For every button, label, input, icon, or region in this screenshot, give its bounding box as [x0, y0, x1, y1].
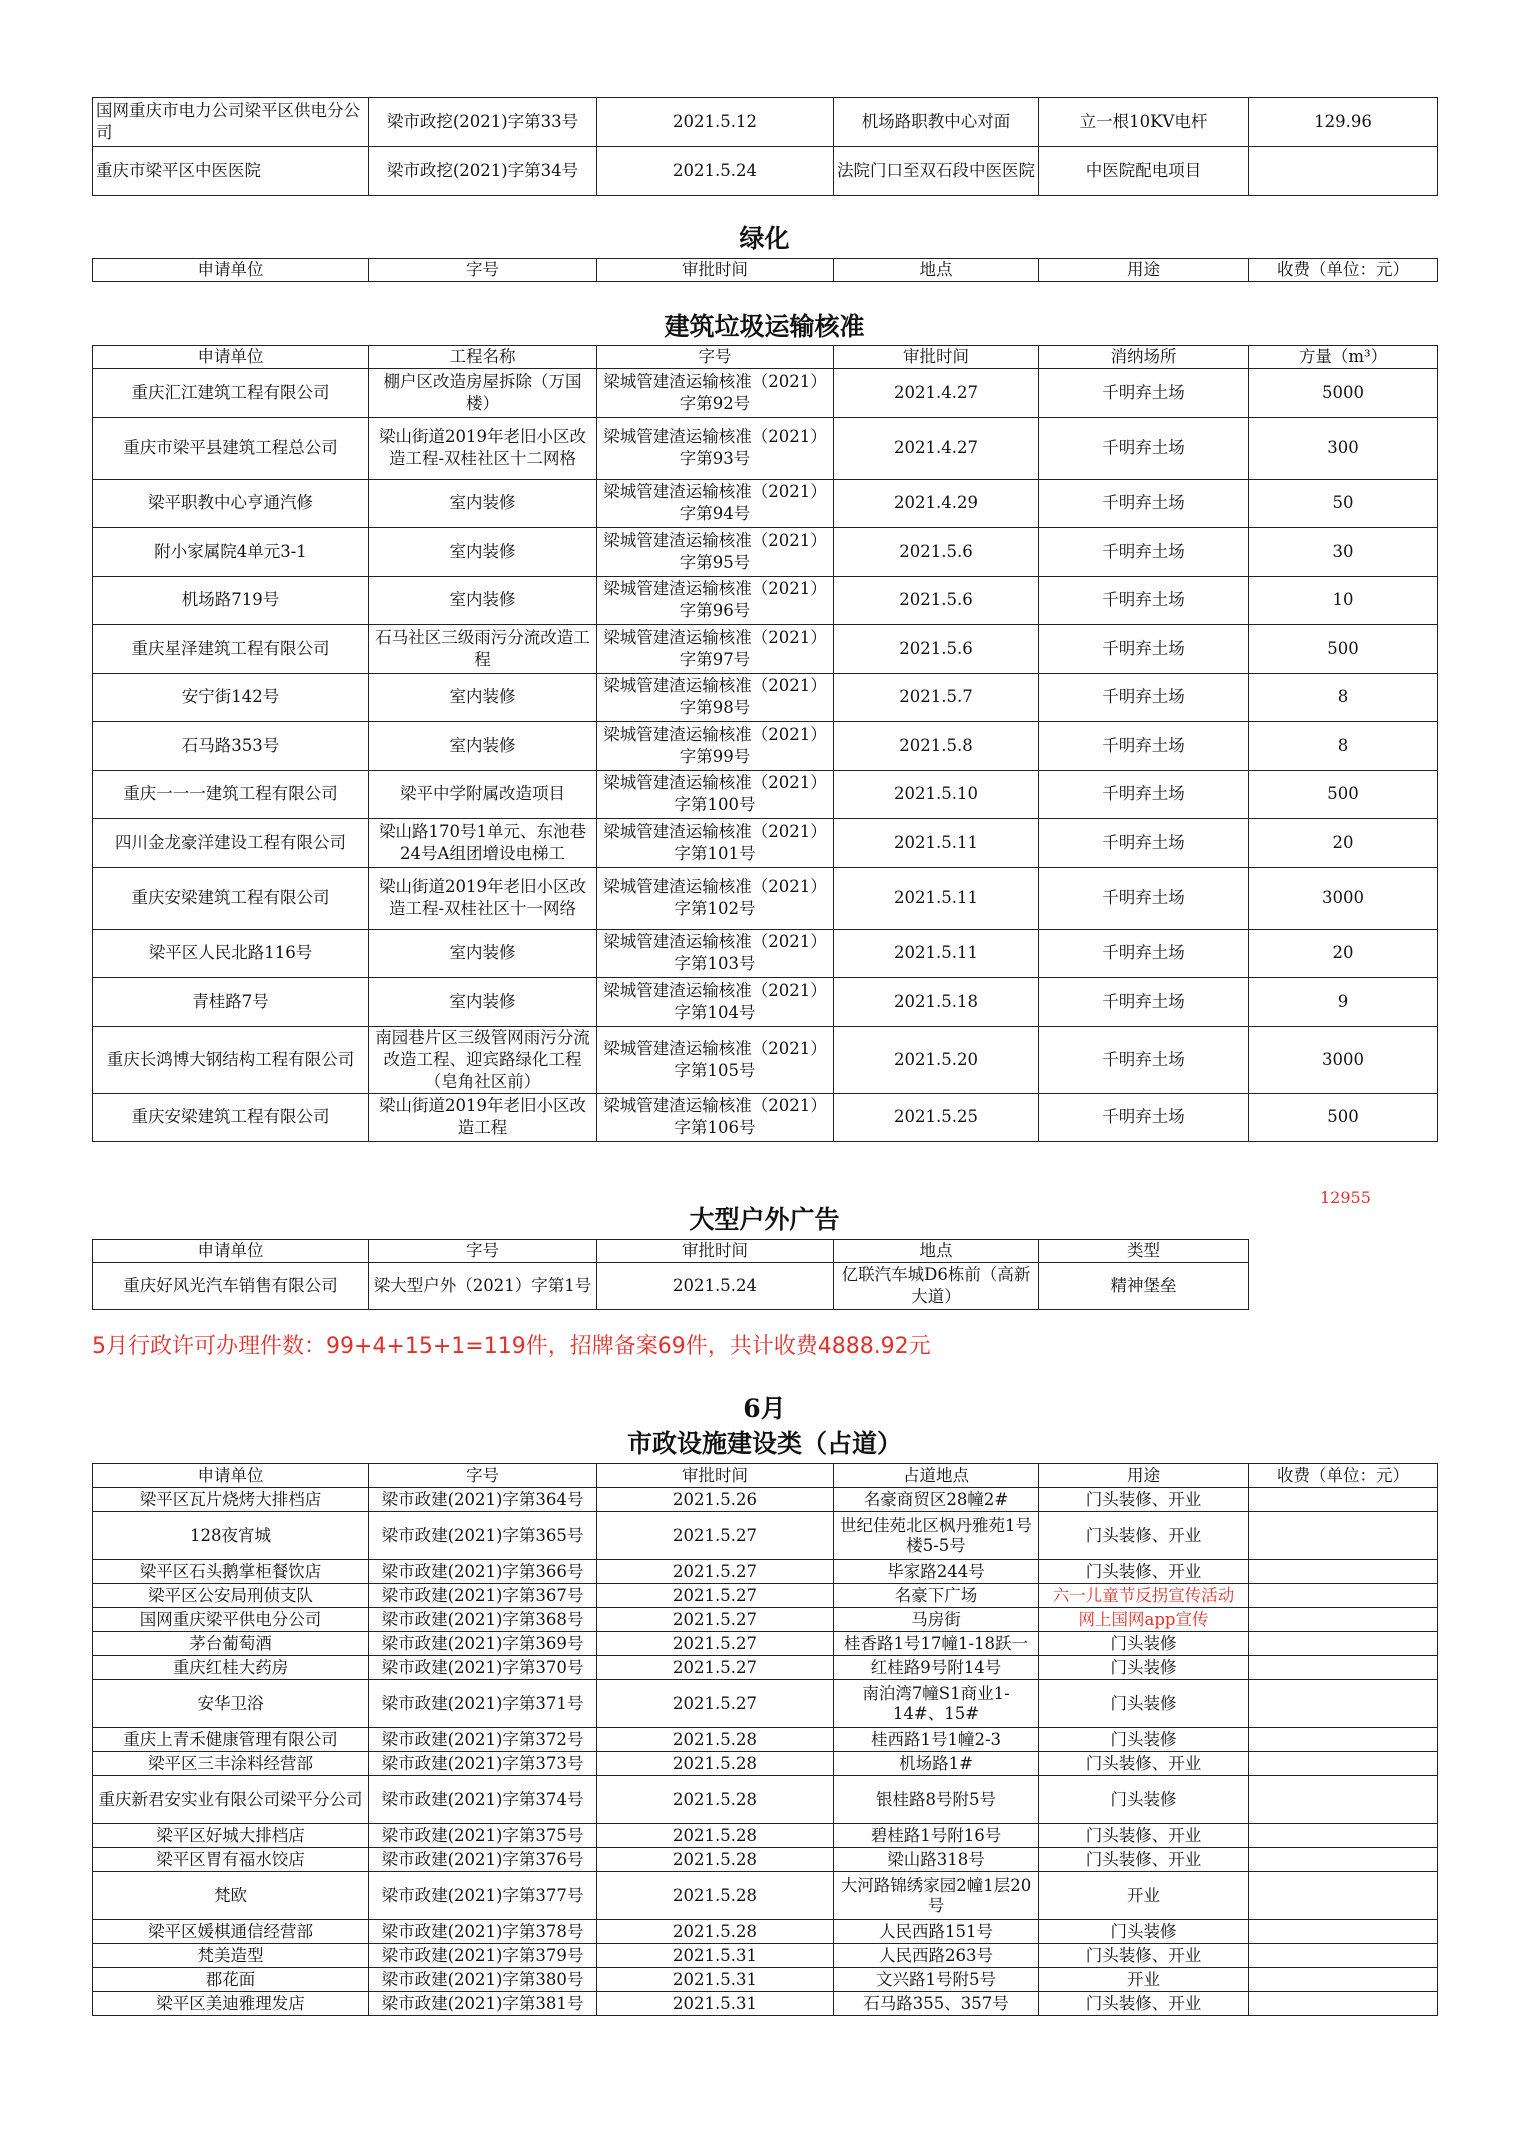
cell-use: 门头装修: [1039, 1776, 1249, 1824]
cell-unit: 梁平区人民北路116号: [93, 929, 369, 978]
cell-fee: [1249, 1920, 1438, 1944]
column-header: 收费（单位：元）: [1249, 1464, 1438, 1488]
cell-fee: [1249, 1776, 1438, 1824]
cell-unit: 梁平区三丰涂料经营部: [93, 1752, 369, 1776]
cell-use: 门头装修、开业: [1039, 1824, 1249, 1848]
cell-place: 名豪下广场: [834, 1584, 1039, 1608]
cell-unit: 梁平区媛棋通信经营部: [93, 1920, 369, 1944]
cell-date: 2021.5.27: [597, 1512, 834, 1560]
cell-fee: [1249, 1656, 1438, 1680]
cell-no: 梁市政建(2021)字第365号: [369, 1512, 597, 1560]
column-header: 字号: [597, 346, 834, 369]
cell-fee: [1249, 1944, 1438, 1968]
occupation-table: [92, 1463, 1438, 2016]
cell-no: 梁城管建渣运输核准（2021）字第99号: [597, 722, 834, 771]
cell-unit: 128夜宵城: [93, 1512, 369, 1560]
cell-no: 梁市政建(2021)字第376号: [369, 1848, 597, 1872]
column-header: 申请单位: [93, 346, 369, 369]
table-row: [93, 867, 1438, 929]
cell-date: 2021.5.27: [597, 1680, 834, 1728]
cell-no: 梁城管建渣运输核准（2021）字第102号: [597, 867, 834, 929]
cell-project: 室内装修: [369, 528, 597, 577]
cell-use: 开业: [1039, 1968, 1249, 1992]
month-title: 6月: [743, 1394, 786, 1423]
table-row: [93, 1968, 1438, 1992]
cell-date: 2021.5.28: [597, 1872, 834, 1920]
column-header: 类型: [1039, 1240, 1249, 1263]
cell-site: 千明弃土场: [1039, 479, 1249, 528]
column-header: 申请单位: [93, 1464, 369, 1488]
cell-amount: 3000: [1249, 1026, 1438, 1093]
cell-use: 门头装修: [1039, 1920, 1249, 1944]
table-row: [93, 1560, 1438, 1584]
cell-date: 2021.5.18: [834, 978, 1039, 1027]
table-row: [93, 576, 1438, 625]
greening-table: [92, 258, 1438, 282]
cell-project: 室内装修: [369, 929, 597, 978]
column-header: 收费（单位：元）: [1249, 259, 1438, 282]
cell-unit: 重庆安梁建筑工程有限公司: [93, 867, 369, 929]
cell-no: 梁市政建(2021)字第364号: [369, 1488, 597, 1512]
cell-date: 2021.5.27: [597, 1584, 834, 1608]
cell-site: 千明弃土场: [1039, 722, 1249, 771]
cell-fee: [1249, 1608, 1438, 1632]
cell-use: 门头装修: [1039, 1632, 1249, 1656]
cell-fee: [1249, 147, 1438, 196]
cell-use: 门头装修、开业: [1039, 1944, 1249, 1968]
cell-site: 千明弃土场: [1039, 369, 1249, 418]
cell-no: 梁市政挖(2021)字第34号: [369, 147, 597, 196]
cell-place: 名豪商贸区28幢2#: [834, 1488, 1039, 1512]
cell-place: 毕家路244号: [834, 1560, 1039, 1584]
cell-unit: 重庆长鸿博大钢结构工程有限公司: [93, 1026, 369, 1093]
cell-place: 机场路1#: [834, 1752, 1039, 1776]
table-row: [93, 722, 1438, 771]
table-row: [93, 1848, 1438, 1872]
table-row: [93, 1992, 1438, 2016]
cell-no: 梁市政建(2021)字第368号: [369, 1608, 597, 1632]
cell-place: 大河路锦绣家园2幢1层20号: [834, 1872, 1039, 1920]
cell-project: 梁山街道2019年老旧小区改造工程: [369, 1093, 597, 1142]
cell-no: 梁城管建渣运输核准（2021）字第92号: [597, 369, 834, 418]
cell-date: 2021.5.11: [834, 819, 1039, 868]
cell-date: 2021.5.7: [834, 673, 1039, 722]
cell-use: 门头装修、开业: [1039, 1488, 1249, 1512]
cell-no: 梁城管建渣运输核准（2021）字第100号: [597, 770, 834, 819]
cell-use: 开业: [1039, 1872, 1249, 1920]
cell-unit: 重庆新君安实业有限公司梁平分公司: [93, 1776, 369, 1824]
table-row: [93, 1608, 1438, 1632]
cell-date: 2021.5.8: [834, 722, 1039, 771]
cell-unit: 国网重庆市电力公司梁平区供电分公司: [93, 98, 369, 147]
table-row: [93, 1920, 1438, 1944]
column-header: 地点: [834, 1240, 1039, 1263]
cell-no: 梁市政挖(2021)字第33号: [369, 98, 597, 147]
cell-use: 门头装修: [1039, 1680, 1249, 1728]
cell-use: 门头装修、开业: [1039, 1848, 1249, 1872]
cell-no: 梁市政建(2021)字第371号: [369, 1680, 597, 1728]
table-row: [93, 1584, 1438, 1608]
cell-fee: [1249, 1824, 1438, 1848]
column-header: 消纳场所: [1039, 346, 1249, 369]
section-title-occupation: 市政设施建设类（占道）: [626, 1429, 902, 1458]
table-row: [93, 1752, 1438, 1776]
cell-fee: [1249, 1680, 1438, 1728]
cell-date: 2021.5.28: [597, 1728, 834, 1752]
cell-date: 2021.5.24: [597, 147, 834, 196]
cell-date: 2021.5.31: [597, 1968, 834, 1992]
cell-no: 梁市政建(2021)字第374号: [369, 1776, 597, 1824]
table-row: [93, 417, 1438, 479]
cell-use: 立一根10KV电杆: [1039, 98, 1249, 147]
cell-place: 马房街: [834, 1608, 1039, 1632]
cell-no: 梁城管建渣运输核准（2021）字第104号: [597, 978, 834, 1027]
cell-site: 千明弃土场: [1039, 770, 1249, 819]
cell-unit: 梁平区美迪雅理发店: [93, 1992, 369, 2016]
column-header: 地点: [834, 259, 1039, 282]
cell-amount: 8: [1249, 673, 1438, 722]
section-title-garbage: 建筑垃圾运输核准: [664, 312, 865, 341]
cell-date: 2021.4.29: [834, 479, 1039, 528]
column-header: 审批时间: [597, 1240, 834, 1263]
cell-project: 南园巷片区三级管网雨污分流改造工程、迎宾路绿化工程（皂角社区前）: [369, 1026, 597, 1093]
cell-unit: 重庆市梁平县建筑工程总公司: [93, 417, 369, 479]
cell-date: 2021.5.11: [834, 867, 1039, 929]
cell-no: 梁城管建渣运输核准（2021）字第105号: [597, 1026, 834, 1093]
cell-fee: [1249, 1992, 1438, 2016]
cell-project: 梁山路170号1单元、东池巷24号A组团增设电梯工: [369, 819, 597, 868]
cell-unit: 安华卫浴: [93, 1680, 369, 1728]
column-header: 审批时间: [597, 1464, 834, 1488]
cell-place: 亿联汽车城D6栋前（高新大道）: [834, 1263, 1039, 1310]
table-row: [93, 1776, 1438, 1824]
cell-no: 梁城管建渣运输核准（2021）字第97号: [597, 625, 834, 674]
cell-amount: 20: [1249, 929, 1438, 978]
cell-no: 梁城管建渣运输核准（2021）字第93号: [597, 417, 834, 479]
cell-unit: 梁平职教中心亨通汽修: [93, 479, 369, 528]
table-row: [93, 673, 1438, 722]
cell-amount: 300: [1249, 417, 1438, 479]
column-header: 申请单位: [93, 259, 369, 282]
table-row: [93, 479, 1438, 528]
cell-no: 梁市政建(2021)字第370号: [369, 1656, 597, 1680]
table-row: [93, 1488, 1438, 1512]
table-row: [93, 1632, 1438, 1656]
cell-no: 梁城管建渣运输核准（2021）字第98号: [597, 673, 834, 722]
cell-unit: 石马路353号: [93, 722, 369, 771]
header-row: [93, 1464, 1438, 1488]
cell-unit: 重庆上青禾健康管理有限公司: [93, 1728, 369, 1752]
table-row: [93, 1824, 1438, 1848]
table-row: [93, 1026, 1438, 1093]
cell-unit: 茅台葡萄酒: [93, 1632, 369, 1656]
cell-project: 室内装修: [369, 673, 597, 722]
column-header: 占道地点: [834, 1464, 1039, 1488]
cell-date: 2021.5.28: [597, 1752, 834, 1776]
cell-date: 2021.5.27: [597, 1632, 834, 1656]
header-row: [93, 1240, 1249, 1263]
cell-use: 门头装修: [1039, 1728, 1249, 1752]
cell-date: 2021.5.28: [597, 1848, 834, 1872]
cell-fee: [1249, 1848, 1438, 1872]
table-row: [93, 625, 1438, 674]
cell-amount: 500: [1249, 770, 1438, 819]
cell-date: 2021.5.12: [597, 98, 834, 147]
cell-fee: [1249, 1728, 1438, 1752]
cell-place: 银桂路8号附5号: [834, 1776, 1039, 1824]
cell-project: 室内装修: [369, 722, 597, 771]
cell-site: 千明弃土场: [1039, 978, 1249, 1027]
cell-unit: 青桂路7号: [93, 978, 369, 1027]
cell-date: 2021.5.27: [597, 1608, 834, 1632]
column-header: 审批时间: [834, 346, 1039, 369]
cell-place: 人民西路151号: [834, 1920, 1039, 1944]
ads-table: [92, 1239, 1249, 1310]
cell-date: 2021.5.26: [597, 1488, 834, 1512]
cell-site: 千明弃土场: [1039, 417, 1249, 479]
cell-unit: 梁平区公安局刑侦支队: [93, 1584, 369, 1608]
cell-amount: 9: [1249, 978, 1438, 1027]
column-header: 方量（m³）: [1249, 346, 1438, 369]
cell-unit: 重庆红桂大药房: [93, 1656, 369, 1680]
cell-fee: [1249, 1584, 1438, 1608]
column-header: 用途: [1039, 1464, 1249, 1488]
cell-date: 2021.5.28: [597, 1920, 834, 1944]
garbage-table: [92, 345, 1438, 1142]
cell-no: 梁城管建渣运输核准（2021）字第96号: [597, 576, 834, 625]
cell-no: 梁城管建渣运输核准（2021）字第101号: [597, 819, 834, 868]
cell-site: 千明弃土场: [1039, 528, 1249, 577]
cell-site: 千明弃土场: [1039, 1026, 1249, 1093]
cell-no: 梁市政建(2021)字第381号: [369, 1992, 597, 2016]
cell-unit: 重庆一一一建筑工程有限公司: [93, 770, 369, 819]
cell-no: 梁市政建(2021)字第372号: [369, 1728, 597, 1752]
cell-site: 千明弃土场: [1039, 1093, 1249, 1142]
cell-fee: [1249, 1512, 1438, 1560]
cell-unit: 重庆好风光汽车销售有限公司: [93, 1263, 369, 1310]
cell-amount: 8: [1249, 722, 1438, 771]
table-row: [93, 1728, 1438, 1752]
cell-use: 门头装修、开业: [1039, 1560, 1249, 1584]
cell-use: 六一儿童节反拐宣传活动: [1039, 1584, 1249, 1608]
cell-use: 门头装修、开业: [1039, 1992, 1249, 2016]
cell-no: 梁市政建(2021)字第378号: [369, 1920, 597, 1944]
table-row: [93, 369, 1438, 418]
cell-place: 碧桂路1号附16号: [834, 1824, 1039, 1848]
table-row: [93, 1512, 1438, 1560]
cell-unit: 四川金龙豪洋建设工程有限公司: [93, 819, 369, 868]
cell-unit: 机场路719号: [93, 576, 369, 625]
cell-amount: 5000: [1249, 369, 1438, 418]
cell-date: 2021.5.6: [834, 625, 1039, 674]
column-header: 字号: [369, 259, 597, 282]
cell-use: 门头装修、开业: [1039, 1752, 1249, 1776]
cell-no: 梁城管建渣运输核准（2021）字第94号: [597, 479, 834, 528]
table-row: [93, 929, 1438, 978]
cell-unit: 郡花面: [93, 1968, 369, 1992]
cell-fee: [1249, 1488, 1438, 1512]
cell-unit: 重庆市梁平区中医医院: [93, 147, 369, 196]
table-row: [93, 1656, 1438, 1680]
cell-fee: [1249, 1632, 1438, 1656]
cell-unit: 梵美造型: [93, 1944, 369, 1968]
table-row: [93, 1872, 1438, 1920]
cell-no: 梁市政建(2021)字第380号: [369, 1968, 597, 1992]
cell-place: 机场路职教中心对面: [834, 98, 1039, 147]
cell-no: 梁市政建(2021)字第369号: [369, 1632, 597, 1656]
cell-place: 南泊湾7幢S1商业1-14#、15#: [834, 1680, 1039, 1728]
cell-amount: 20: [1249, 819, 1438, 868]
cell-date: 2021.5.10: [834, 770, 1039, 819]
column-header: 申请单位: [93, 1240, 369, 1263]
table-row: [93, 770, 1438, 819]
cell-amount: 10: [1249, 576, 1438, 625]
cell-no: 梁城管建渣运输核准（2021）字第95号: [597, 528, 834, 577]
cell-date: 2021.5.27: [597, 1656, 834, 1680]
cell-amount: 500: [1249, 1093, 1438, 1142]
cell-date: 2021.4.27: [834, 369, 1039, 418]
cell-site: 千明弃土场: [1039, 867, 1249, 929]
cell-project: 梁山街道2019年老旧小区改造工程-双桂社区十一网络: [369, 867, 597, 929]
cell-place: 红桂路9号附14号: [834, 1656, 1039, 1680]
cell-site: 千明弃土场: [1039, 929, 1249, 978]
cell-place: 法院门口至双石段中医医院: [834, 147, 1039, 196]
column-header: 用途: [1039, 259, 1249, 282]
table-row: [93, 1944, 1438, 1968]
header-row: [93, 259, 1438, 282]
cell-date: 2021.5.24: [597, 1263, 834, 1310]
cell-place: 文兴路1号附5号: [834, 1968, 1039, 1992]
cell-place: 世纪佳苑北区枫丹雅苑1号楼5-5号: [834, 1512, 1039, 1560]
cell-unit: 梵欧: [93, 1872, 369, 1920]
column-header: 字号: [369, 1464, 597, 1488]
cell-unit: 梁平区石头鹅掌柜餐饮店: [93, 1560, 369, 1584]
cell-project: 石马社区三级雨污分流改造工程: [369, 625, 597, 674]
cell-site: 千明弃土场: [1039, 673, 1249, 722]
cell-project: 棚户区改造房屋拆除（万国楼）: [369, 369, 597, 418]
cell-unit: 重庆星泽建筑工程有限公司: [93, 625, 369, 674]
cell-project: 梁山街道2019年老旧小区改造工程-双桂社区十二网格: [369, 417, 597, 479]
cell-date: 2021.5.20: [834, 1026, 1039, 1093]
cell-no: 梁大型户外（2021）字第1号: [369, 1263, 597, 1310]
cell-unit: 国网重庆梁平供电分公司: [93, 1608, 369, 1632]
cell-no: 梁市政建(2021)字第375号: [369, 1824, 597, 1848]
cell-unit: 梁平区胃有福水饺店: [93, 1848, 369, 1872]
cell-site: 千明弃土场: [1039, 819, 1249, 868]
cell-fee: 129.96: [1249, 98, 1438, 147]
cell-amount: 500: [1249, 625, 1438, 674]
cell-no: 梁市政建(2021)字第373号: [369, 1752, 597, 1776]
cell-use: 网上国网app宣传: [1039, 1608, 1249, 1632]
cell-type: 精神堡垒: [1039, 1263, 1249, 1310]
cell-date: 2021.5.27: [597, 1560, 834, 1584]
cell-date: 2021.5.11: [834, 929, 1039, 978]
column-header: 审批时间: [597, 259, 834, 282]
cell-fee: [1249, 1752, 1438, 1776]
cell-place: 桂香路1号17幢1-18跃一: [834, 1632, 1039, 1656]
cell-no: 梁市政建(2021)字第379号: [369, 1944, 597, 1968]
cell-amount: 50: [1249, 479, 1438, 528]
cell-unit: 重庆安梁建筑工程有限公司: [93, 1093, 369, 1142]
cell-date: 2021.5.31: [597, 1944, 834, 1968]
cell-unit: 安宁街142号: [93, 673, 369, 722]
cell-amount: 3000: [1249, 867, 1438, 929]
cell-unit: 梁平区好城大排档店: [93, 1824, 369, 1848]
section-title-greening: 绿化: [739, 224, 790, 253]
cell-no: 梁市政建(2021)字第366号: [369, 1560, 597, 1584]
table-row: [93, 819, 1438, 868]
cell-use: 中医院配电项目: [1039, 147, 1249, 196]
cell-no: 梁城管建渣运输核准（2021）字第106号: [597, 1093, 834, 1142]
cell-unit: 附小家属院4单元3-1: [93, 528, 369, 577]
table-row: [93, 978, 1438, 1027]
cell-place: 石马路355、357号: [834, 1992, 1039, 2016]
cell-place: 桂西路1号1幢2-3: [834, 1728, 1039, 1752]
cell-project: 室内装修: [369, 576, 597, 625]
cell-date: 2021.5.6: [834, 528, 1039, 577]
table-row: [93, 528, 1438, 577]
monthly-summary-note: 5月行政许可办理件数：99+4+15+1=119件，招牌备案69件，共计收费4888.92元: [92, 1334, 931, 1359]
cell-date: 2021.5.28: [597, 1776, 834, 1824]
cell-date: 2021.5.31: [597, 1992, 834, 2016]
cell-amount: 30: [1249, 528, 1438, 577]
table-row: [93, 1680, 1438, 1728]
cell-use: 门头装修、开业: [1039, 1512, 1249, 1560]
table-row: [93, 147, 1438, 196]
excavation-table: [92, 97, 1438, 196]
cell-no: 梁市政建(2021)字第367号: [369, 1584, 597, 1608]
table-row: [93, 98, 1438, 147]
cell-date: 2021.5.6: [834, 576, 1039, 625]
cell-date: 2021.4.27: [834, 417, 1039, 479]
header-row: [93, 346, 1438, 369]
cell-place: 人民西路263号: [834, 1944, 1039, 1968]
garbage-total: 12955: [1320, 1188, 1371, 1207]
cell-unit: 重庆汇江建筑工程有限公司: [93, 369, 369, 418]
cell-no: 梁市政建(2021)字第377号: [369, 1872, 597, 1920]
cell-fee: [1249, 1872, 1438, 1920]
cell-project: 梁平中学附属改造项目: [369, 770, 597, 819]
cell-place: 梁山路318号: [834, 1848, 1039, 1872]
cell-project: 室内装修: [369, 479, 597, 528]
column-header: 工程名称: [369, 346, 597, 369]
cell-no: 梁城管建渣运输核准（2021）字第103号: [597, 929, 834, 978]
section-title-ads: 大型户外广告: [689, 1205, 840, 1234]
cell-site: 千明弃土场: [1039, 625, 1249, 674]
cell-date: 2021.5.25: [834, 1093, 1039, 1142]
cell-unit: 梁平区瓦片烧烤大排档店: [93, 1488, 369, 1512]
table-row: [93, 1093, 1438, 1142]
column-header: 字号: [369, 1240, 597, 1263]
cell-site: 千明弃土场: [1039, 576, 1249, 625]
cell-use: 门头装修: [1039, 1656, 1249, 1680]
cell-date: 2021.5.28: [597, 1824, 834, 1848]
cell-fee: [1249, 1968, 1438, 1992]
table-row: [93, 1263, 1249, 1310]
cell-fee: [1249, 1560, 1438, 1584]
cell-project: 室内装修: [369, 978, 597, 1027]
